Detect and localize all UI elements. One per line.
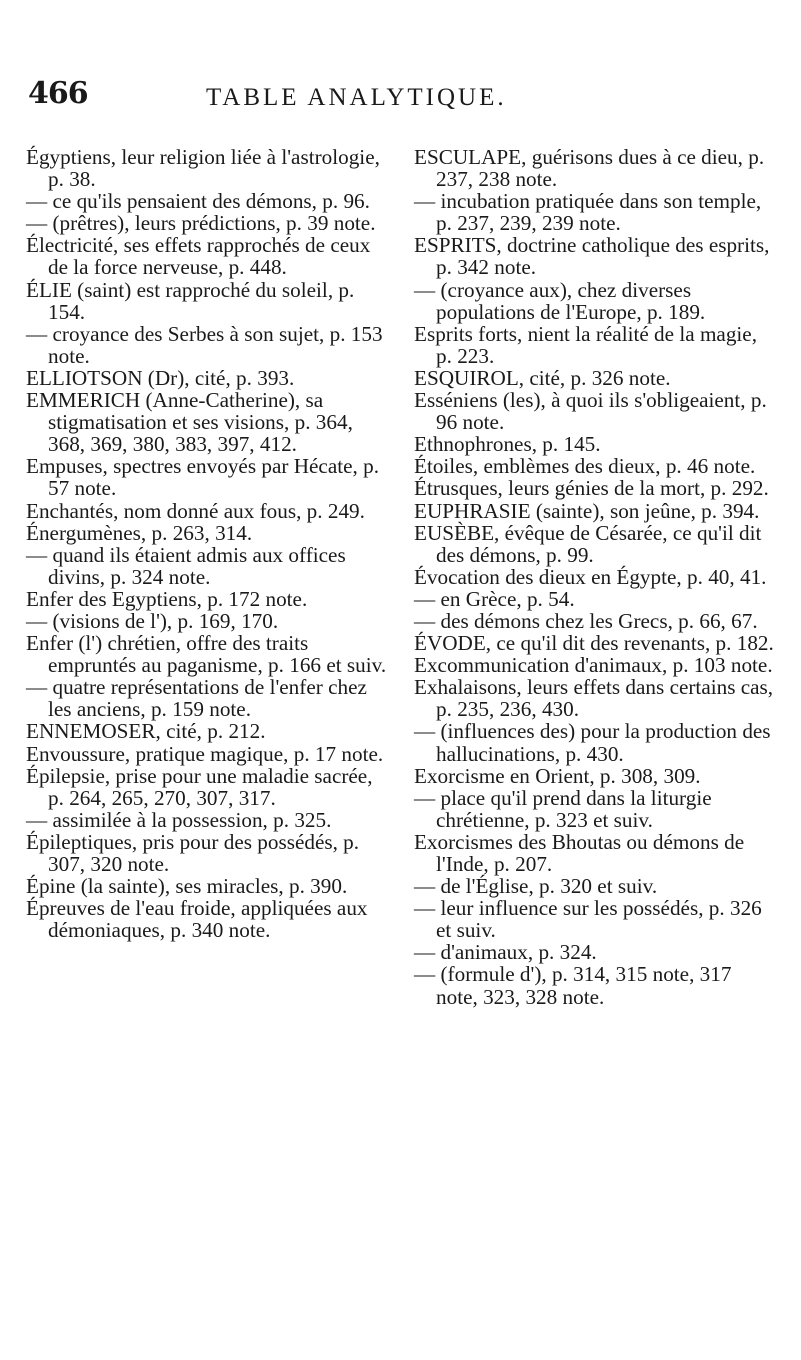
- index-entry: Enfer (l') chrétien, offre des traits empruntés au paganisme, p. 166 et suiv.: [26, 631, 387, 678]
- page-number: 466: [28, 76, 88, 111]
- index-entry: — (croyance aux), chez diverses populations de l'Europe, p. 189.: [414, 277, 706, 324]
- index-entry: EUSÈBE, évêque de Césarée, ce qu'il dit des démons, p. 99.: [414, 520, 762, 567]
- index-entry: ESPRITS, doctrine catholique des esprits, p. 342 note.: [414, 233, 770, 280]
- index-entry: — croyance des Serbes à son sujet, p. 153 note.: [26, 321, 383, 368]
- index-entry: — quand ils étaient admis aux offices divins, p. 324 note.: [26, 542, 346, 589]
- index-entry: — (formule d'), p. 314, 315 note, 317 note, 323, 328 note.: [414, 962, 732, 1009]
- index-entry: — quatre représentations de l'enfer chez les anciens, p. 159 note.: [26, 675, 367, 722]
- index-entry: ELLIOTSON (Dr), cité, p. 393.: [26, 365, 295, 390]
- index-entry: — (visions de l'), p. 169, 170.: [26, 608, 279, 633]
- index-entry: EMMERICH (Anne-Catherine), sa stigmatisation et ses visions, p. 364, 368, 369, 380, 383, 397, 412.: [26, 388, 353, 457]
- running-title: TABLE ANALYTIQUE.: [206, 84, 507, 111]
- index-entry: ESQUIROL, cité, p. 326 note.: [414, 365, 671, 390]
- index-entry: ENNEMOSER, cité, p. 212.: [26, 719, 266, 744]
- index-column-right: [414, 146, 776, 1008]
- index-entry: — incubation pratiquée dans son temple, p. 237, 239, 239 note.: [414, 189, 762, 236]
- index-entry: — en Grèce, p. 54.: [414, 586, 575, 611]
- index-entry: Empuses, spectres envoyés par Hécate, p. 57 note.: [26, 454, 379, 501]
- index-entry: ÉLIE (saint) est rapproché du soleil, p. 154.: [26, 277, 355, 324]
- index-entry: Épileptiques, pris pour des possédés, p. 307, 320 note.: [26, 829, 360, 876]
- index-entry: — (influences des) pour la production des hallucinations, p. 430.: [414, 719, 771, 766]
- index-entry: — leur influence sur les possédés, p. 326 et suiv.: [414, 896, 762, 943]
- index-entry: ÉVODE, ce qu'il dit des revenants, p. 182.: [414, 631, 774, 656]
- index-entry: Exorcismes des Bhoutas ou démons de l'Inde, p. 207.: [414, 829, 745, 876]
- index-entry: Esséniens (les), à quoi ils s'obligeaient, p. 96 note.: [414, 388, 767, 435]
- index-entry: Évocation des dieux en Égypte, p. 40, 41.: [414, 564, 767, 589]
- index-entry: Exorcisme en Orient, p. 308, 309.: [414, 763, 701, 788]
- index-entry: Épilepsie, prise pour une maladie sacrée, p. 264, 265, 270, 307, 317.: [26, 763, 373, 810]
- index-entry: — ce qu'ils pensaient des démons, p. 96.: [26, 189, 370, 214]
- page-header: [0, 76, 801, 116]
- index-entry: Électricité, ses effets rapprochés de ceux de la force nerveuse, p. 448.: [26, 233, 371, 280]
- index-entry: — assimilée à la possession, p. 325.: [26, 807, 332, 832]
- index-entry: — des démons chez les Grecs, p. 66, 67.: [414, 608, 758, 633]
- index-entry: Étrusques, leurs génies de la mort, p. 292.: [414, 476, 769, 501]
- index-entry: Exhalaisons, leurs effets dans certains cas, p. 235, 236, 430.: [414, 675, 774, 722]
- index-entry: Ethnophrones, p. 145.: [414, 432, 601, 457]
- index-entry: EUPHRASIE (sainte), son jeûne, p. 394.: [414, 498, 760, 523]
- index-entry: Enfer des Egyptiens, p. 172 note.: [26, 586, 308, 611]
- index-entry: Énergumènes, p. 263, 314.: [26, 520, 253, 545]
- index-entry: Esprits forts, nient la réalité de la magie, p. 223.: [414, 321, 758, 368]
- index-entry: Enchantés, nom donné aux fous, p. 249.: [26, 498, 365, 523]
- index-entry: Étoiles, emblèmes des dieux, p. 46 note.: [414, 454, 756, 479]
- index-entry: ESCULAPE, guérisons dues à ce dieu, p. 237, 238 note.: [414, 145, 765, 192]
- index-entry: Égyptiens, leur religion liée à l'astrologie, p. 38.: [26, 145, 380, 192]
- index-entry: Excommunication d'animaux, p. 103 note.: [414, 653, 773, 678]
- index-column-left: [26, 146, 388, 941]
- index-entry: Envoussure, pratique magique, p. 17 note.: [26, 741, 384, 766]
- index-entry: — d'animaux, p. 324.: [414, 940, 597, 965]
- index-entry: Épine (la sainte), ses miracles, p. 390.: [26, 874, 348, 899]
- index-entry: — place qu'il prend dans la liturgie chrétienne, p. 323 et suiv.: [414, 785, 712, 832]
- index-entry: Épreuves de l'eau froide, appliquées aux démoniaques, p. 340 note.: [26, 896, 368, 943]
- index-entry: — de l'Église, p. 320 et suiv.: [414, 874, 658, 899]
- index-entry: — (prêtres), leurs prédictions, p. 39 note.: [26, 211, 376, 236]
